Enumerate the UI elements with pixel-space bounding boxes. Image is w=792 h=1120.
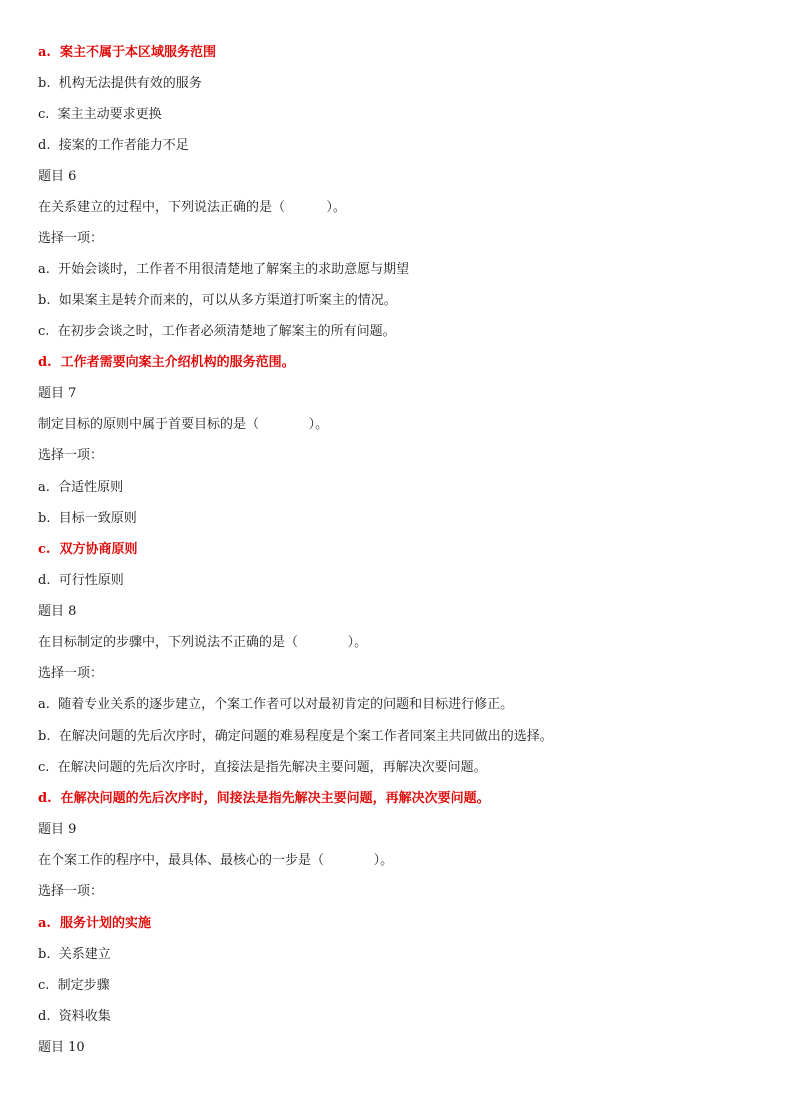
select-one-label: 选择一项： <box>38 666 104 681</box>
option: b. 在解决问题的先后次序时，确定问题的难易程度是个案工作者同案主共同做出的选择。 <box>38 729 553 744</box>
select-one-label: 选择一项： <box>38 448 104 463</box>
question-text: 制定目标的原则中属于首要目标的是（ ）。 <box>38 417 329 432</box>
option: c. 在解决问题的先后次序时，直接法是指先解决主要问题，再解决次要问题。 <box>38 760 487 775</box>
question-number: 题目 6 <box>38 169 77 184</box>
option-answer: d. 工作者需要向案主介绍机构的服务范围。 <box>38 355 295 370</box>
question-number: 题目 7 <box>38 386 77 401</box>
option: b. 机构无法提供有效的服务 <box>38 76 202 91</box>
question-text: 在个案工作的程序中，最具体、最核心的一步是（ ）。 <box>38 853 394 868</box>
option: c. 案主主动要求更换 <box>38 107 162 122</box>
select-one-label: 选择一项： <box>38 231 104 246</box>
option: d. 可行性原则 <box>38 573 124 588</box>
option: a. 开始会谈时，工作者不用很清楚地了解案主的求助意愿与期望 <box>38 262 410 277</box>
option: d. 接案的工作者能力不足 <box>38 138 189 153</box>
option-answer: c. 双方协商原则 <box>38 542 138 557</box>
option-answer: d. 在解决问题的先后次序时，间接法是指先解决主要问题，再解决次要问题。 <box>38 791 490 806</box>
option-answer: a. 服务计划的实施 <box>38 916 152 931</box>
option: c. 在初步会谈之时，工作者必须清楚地了解案主的所有问题。 <box>38 324 396 339</box>
question-number: 题目 9 <box>38 822 77 837</box>
option: a. 随着专业关系的逐步建立，个案工作者可以对最初肯定的问题和目标进行修正。 <box>38 697 514 712</box>
option: d. 资料收集 <box>38 1009 111 1024</box>
option: b. 目标一致原则 <box>38 511 137 526</box>
question-text: 在目标制定的步骤中，下列说法不正确的是（ ）。 <box>38 635 368 650</box>
question-text: 在关系建立的过程中，下列说法正确的是（ ）。 <box>38 200 346 215</box>
select-one-label: 选择一项： <box>38 884 104 899</box>
question-number: 题目 8 <box>38 604 77 619</box>
option: b. 关系建立 <box>38 947 111 962</box>
option: b. 如果案主是转介而来的，可以从多方渠道打听案主的情况。 <box>38 293 397 308</box>
option: c. 制定步骤 <box>38 978 110 993</box>
option-answer: a. 案主不属于本区域服务范围 <box>38 45 217 60</box>
question-number: 题目 10 <box>38 1040 85 1055</box>
option: a. 合适性原则 <box>38 480 124 495</box>
